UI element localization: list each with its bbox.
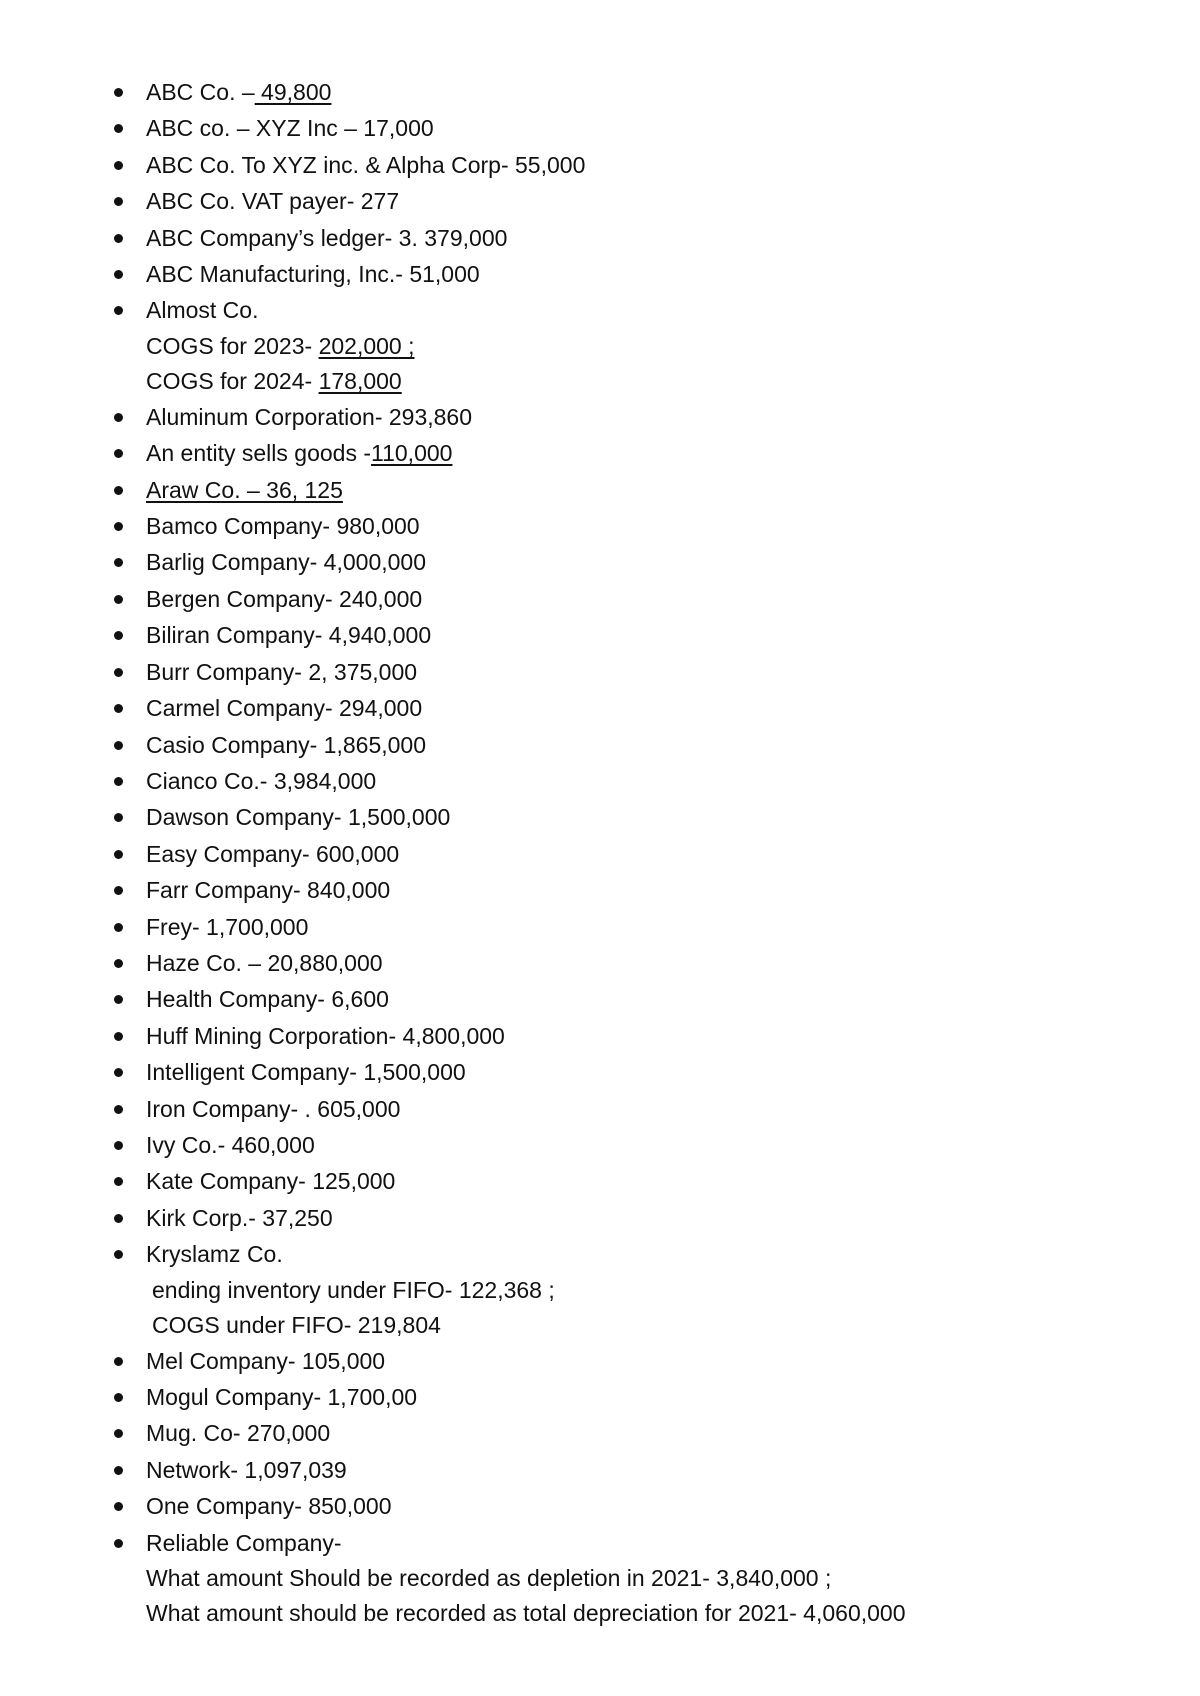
sub-line (146, 1596, 1146, 1631)
list-item (146, 909, 1146, 945)
item-label: Frey- 1,700,000 (146, 913, 309, 940)
list-item-text (146, 549, 426, 575)
item-label: Kirk Corp.- 37,250 (146, 1204, 333, 1231)
list-item (146, 399, 1146, 435)
item-label: Easy Company- 600,000 (146, 840, 400, 867)
list-item-text (146, 1493, 392, 1519)
list-item (146, 256, 1146, 292)
list-item-text (146, 297, 258, 323)
item-label: Mogul Company- 1,700,00 (146, 1384, 418, 1410)
list-item (146, 1018, 1146, 1054)
bullet-icon (114, 124, 123, 133)
list-item (146, 544, 1146, 580)
item-label: Kate Company- 125,000 (146, 1168, 396, 1195)
list-item-text (146, 1168, 395, 1194)
list-item-text (146, 188, 399, 214)
list-item-text (146, 695, 422, 721)
list-item-text (146, 841, 399, 867)
list-item (146, 74, 1146, 110)
list-item (146, 435, 1146, 471)
list-item-text (146, 440, 452, 466)
bullet-icon (114, 668, 123, 677)
item-label: ABC Co. VAT payer- 277 (146, 188, 400, 215)
list-item (146, 1127, 1146, 1163)
bullet-icon (114, 850, 123, 859)
item-name: ABC Co. (146, 79, 236, 105)
item-label: Iron Company- . 605,000 (146, 1095, 401, 1122)
bullet-icon (114, 959, 123, 968)
bullet-icon (114, 1466, 123, 1475)
item-label: ABC co. – XYZ Inc – 17,000 (146, 115, 434, 142)
sub-line-label: COGS for 2023- (146, 332, 319, 359)
item-label: Bergen Company- 240,000 (146, 585, 423, 612)
list-item-text (146, 986, 389, 1012)
sub-line-label: COGS under FIFO- 219,804 (152, 1311, 441, 1338)
item-label: Biliran Company- 4,940,000 (146, 622, 432, 649)
list-item-text (146, 1205, 333, 1231)
item-label: Aluminum Corporation- 293,860 (146, 403, 473, 430)
list-item-text (146, 1023, 505, 1049)
list-item-text (146, 1059, 466, 1085)
bullet-icon (114, 1393, 123, 1402)
bullet-icon (114, 813, 123, 822)
list-item-text (146, 914, 308, 940)
list-item (146, 1452, 1146, 1488)
list-item-text (146, 768, 376, 794)
list-item-text (146, 404, 472, 430)
bullet-icon (114, 886, 123, 895)
sub-line (146, 329, 1146, 364)
item-label: Farr Company- 840,000 (146, 877, 391, 904)
sub-line-label: What amount should be recorded as total depreciation for 2021- 4,060,000 (146, 1600, 906, 1627)
list-item-text (146, 804, 450, 830)
list-item (146, 472, 1146, 508)
bullet-icon (114, 558, 123, 567)
list-item-text (146, 115, 434, 141)
sub-line (146, 1273, 1146, 1308)
bullet-icon (114, 631, 123, 640)
list-item (146, 147, 1146, 183)
bullet-icon (114, 923, 123, 932)
list-item (146, 292, 1146, 398)
bullet-icon (114, 1429, 123, 1438)
list-item-text (146, 261, 480, 287)
list-item (146, 1525, 1146, 1631)
bullet-icon (114, 449, 123, 458)
item-label: Dawson Company- 1,500,000 (146, 804, 451, 831)
bullet-icon (114, 270, 123, 279)
list-item (146, 654, 1146, 690)
list-item (146, 617, 1146, 653)
bullet-icon (114, 306, 123, 315)
list-item (146, 1343, 1146, 1379)
list-item (146, 1379, 1146, 1415)
item-label: Haze Co. – 20,880,000 (146, 949, 383, 976)
item-label: Bamco Company- 980,000 (146, 513, 420, 540)
answer-list (146, 74, 1146, 1631)
list-item (146, 872, 1146, 908)
list-item (146, 581, 1146, 617)
list-item-text (146, 586, 422, 612)
item-label: Ivy Co.- 460,000 (146, 1131, 315, 1158)
bullet-icon (114, 1357, 123, 1366)
list-item-text (146, 732, 426, 758)
bullet-icon (114, 1068, 123, 1077)
list-item-text (146, 225, 507, 251)
list-item (146, 1236, 1146, 1342)
bullet-icon (114, 777, 123, 786)
list-item (146, 727, 1146, 763)
item-label: Burr Company- 2, 375,000 (146, 658, 418, 685)
list-item-text (146, 1420, 330, 1446)
item-label: Almost Co. (146, 297, 259, 324)
list-item-text (146, 950, 383, 976)
item-label: Health Company- 6,600 (146, 986, 389, 1013)
item-label: Intelligent Company- 1,500,000 (146, 1059, 466, 1086)
list-item (146, 690, 1146, 726)
item-value: 49,800 (254, 79, 332, 105)
bullet-icon (114, 522, 123, 531)
bullet-icon (114, 234, 123, 243)
sub-line-value: 178,000 (318, 367, 402, 394)
item-label: One Company- 850,000 (146, 1493, 392, 1520)
item-label: Araw Co. – 36, 125 (146, 476, 343, 503)
list-item-text (146, 1132, 315, 1158)
bullet-icon (114, 161, 123, 170)
list-item-text (146, 1530, 342, 1556)
item-label: Barlig Company- 4,000,000 (146, 549, 426, 576)
list-item (146, 1163, 1146, 1199)
bullet-icon (114, 1032, 123, 1041)
bullet-icon (114, 1214, 123, 1223)
bullet-icon (114, 995, 123, 1004)
sub-line-label: What amount Should be recorded as depletion in 2021- 3,840,000 ; (146, 1565, 832, 1592)
list-item (146, 836, 1146, 872)
list-item (146, 945, 1146, 981)
item-name: An entity sells goods - (146, 440, 372, 467)
item-label: Reliable Company- (146, 1529, 342, 1556)
item-label: ABC Manufacturing, Inc.- 51,000 (146, 261, 480, 288)
list-item (146, 1054, 1146, 1090)
list-item-text (146, 1348, 385, 1374)
list-item-text (146, 1241, 283, 1267)
sub-line-label: ending inventory under FIFO- 122,368 ; (152, 1276, 555, 1303)
item-label: Network- 1,097,039 (146, 1456, 347, 1483)
item-value: 110,000 (371, 440, 453, 467)
list-item-text (146, 1384, 417, 1410)
sub-line (146, 1561, 1146, 1596)
item-separator: – (235, 79, 255, 105)
list-item (146, 799, 1146, 835)
sub-line (146, 1308, 1146, 1343)
list-item-text (146, 477, 343, 503)
bullet-icon (114, 1502, 123, 1511)
list-item-text (146, 152, 585, 178)
item-label: Carmel Company- 294,000 (146, 695, 423, 722)
list-item-text (146, 659, 417, 685)
item-label: Cianco Co.- 3,984,000 (146, 767, 377, 794)
list-item-text (146, 1096, 400, 1122)
item-label: Kryslamz Co. (146, 1241, 283, 1268)
list-item (146, 981, 1146, 1017)
list-item (146, 1415, 1146, 1451)
item-label: ABC Company’s ledger- 3. 379,000 (146, 224, 508, 251)
list-item-text (146, 1457, 347, 1483)
bullet-icon (114, 741, 123, 750)
bullet-icon (114, 486, 123, 495)
bullet-icon (114, 197, 123, 206)
item-label: Mel Company- 105,000 (146, 1347, 386, 1374)
item-label: Huff Mining Corporation- 4,800,000 (146, 1022, 505, 1049)
list-item (146, 508, 1146, 544)
list-item (146, 110, 1146, 146)
list-item-text (146, 79, 331, 105)
list-item-text (146, 513, 420, 539)
bullet-icon (114, 1250, 123, 1259)
bullet-icon (114, 1105, 123, 1114)
list-item (146, 1091, 1146, 1127)
list-item (146, 1488, 1146, 1524)
list-item (146, 183, 1146, 219)
list-item (146, 1200, 1146, 1236)
bullet-icon (114, 704, 123, 713)
bullet-icon (114, 88, 123, 97)
item-label: ABC Co. To XYZ inc. & Alpha Corp- 55,000 (146, 151, 586, 178)
sub-line (146, 364, 1146, 399)
item-label: Casio Company- 1,865,000 (146, 731, 426, 758)
bullet-icon (114, 1539, 123, 1548)
bullet-icon (114, 595, 123, 604)
list-item-text (146, 622, 431, 648)
list-item-text (146, 877, 390, 903)
bullet-icon (114, 413, 123, 422)
list-item (146, 763, 1146, 799)
bullet-icon (114, 1177, 123, 1186)
list-item (146, 220, 1146, 256)
sub-line-value: 202,000 ; (318, 332, 415, 359)
sub-line-label: COGS for 2024- (146, 367, 319, 394)
item-label: Mug. Co- 270,000 (146, 1420, 331, 1447)
bullet-icon (114, 1141, 123, 1150)
